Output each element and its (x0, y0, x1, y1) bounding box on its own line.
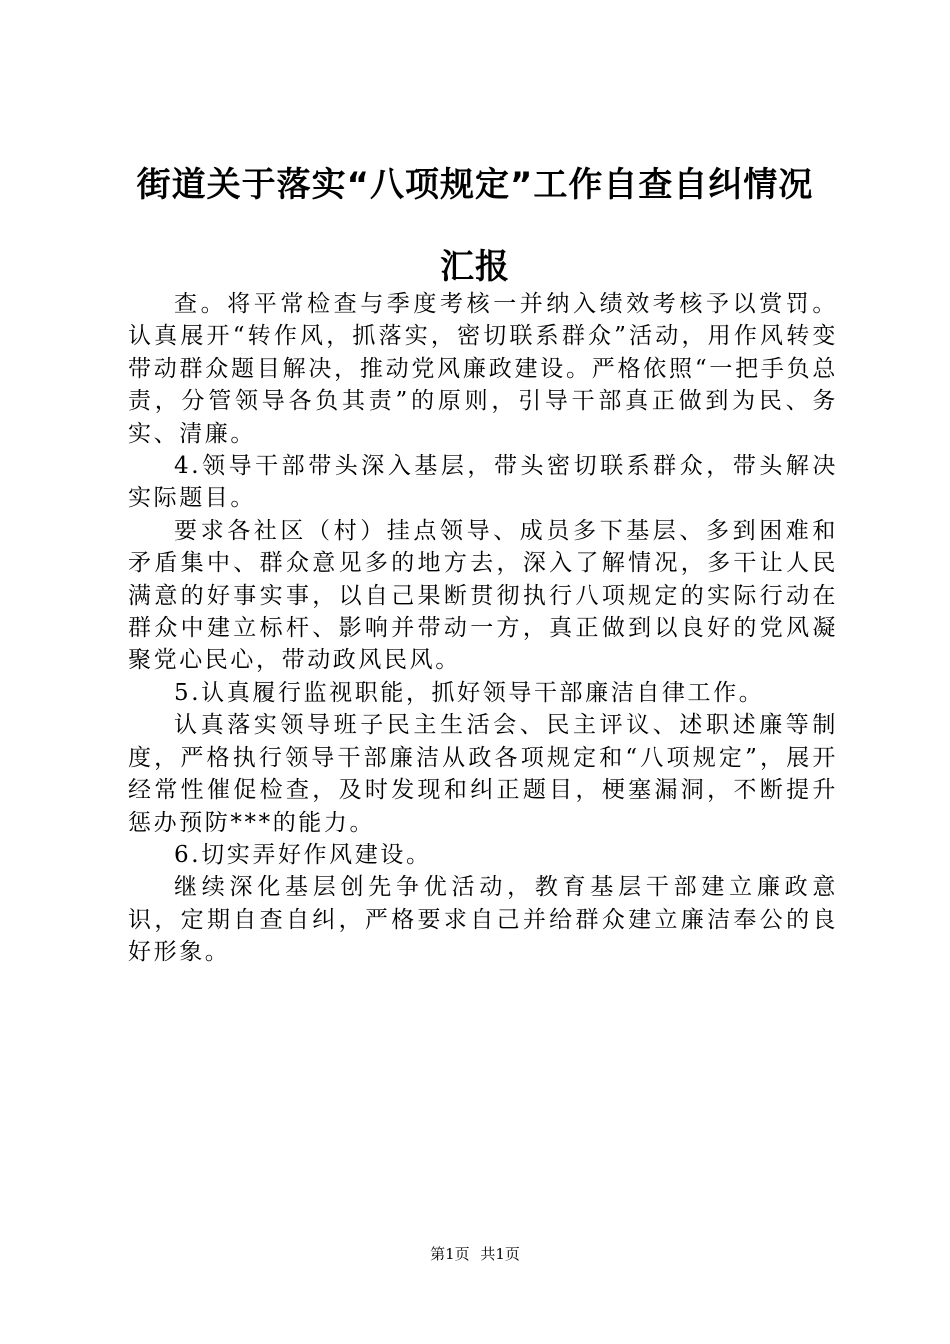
paragraph: 5.认真履行监视职能，抓好领导干部廉洁自律工作。 (174, 679, 765, 706)
paragraph: 要求各社区（村）挂点领导、成员多下基层、多到困难和矛盾集中、群众意见多的地方去，深入了解情况，多干让人民满意的好事实事，以自己果断贯彻执行八项规定的实际行动在群众中建立标杆、影响并带动一方，真正做到以良好的党风凝聚党心民心，带动政风民风。 (128, 517, 838, 674)
document-title-line-2: 汇报 (440, 247, 510, 287)
page-footer (0, 1244, 950, 1264)
paragraph: 4.领导干部带头深入基层，带头密切联系群众，带头解决实际题目。 (128, 453, 838, 512)
paragraph: 继续深化基层创先争优活动，教育基层干部建立廉政意识，定期自查自纠，严格要求自己并给群众建立廉洁奉公的良好形象。 (128, 874, 838, 966)
paragraph: 查。将平常检查与季度考核一并纳入绩效考核予以赏罚。认真展开“转作风，抓落实，密切联系群众”活动，用作风转变带动群众题目解决，推动党风廉政建设。严格依照“一把手负总责，分管领导各负其责”的原则，引导干部真正做到为民、务实、清廉。 (128, 291, 838, 447)
paragraph: 6.切实弄好作风建设。 (174, 841, 432, 868)
document-body (128, 288, 838, 969)
document-title-line-1: 街道关于落实“八项规定”工作自查自纠情况 (136, 165, 814, 205)
page-total: 共1页 (480, 1245, 520, 1263)
paragraph: 认真落实领导班子民主生活会、民主评议、述职述廉等制度，严格执行领导干部廉洁从政各项规定和“八项规定”，展开经常性催促检查，及时发现和纠正题目，梗塞漏洞，不断提升惩办预防***的能力。 (128, 712, 838, 836)
page-number: 第1页 (430, 1245, 470, 1263)
